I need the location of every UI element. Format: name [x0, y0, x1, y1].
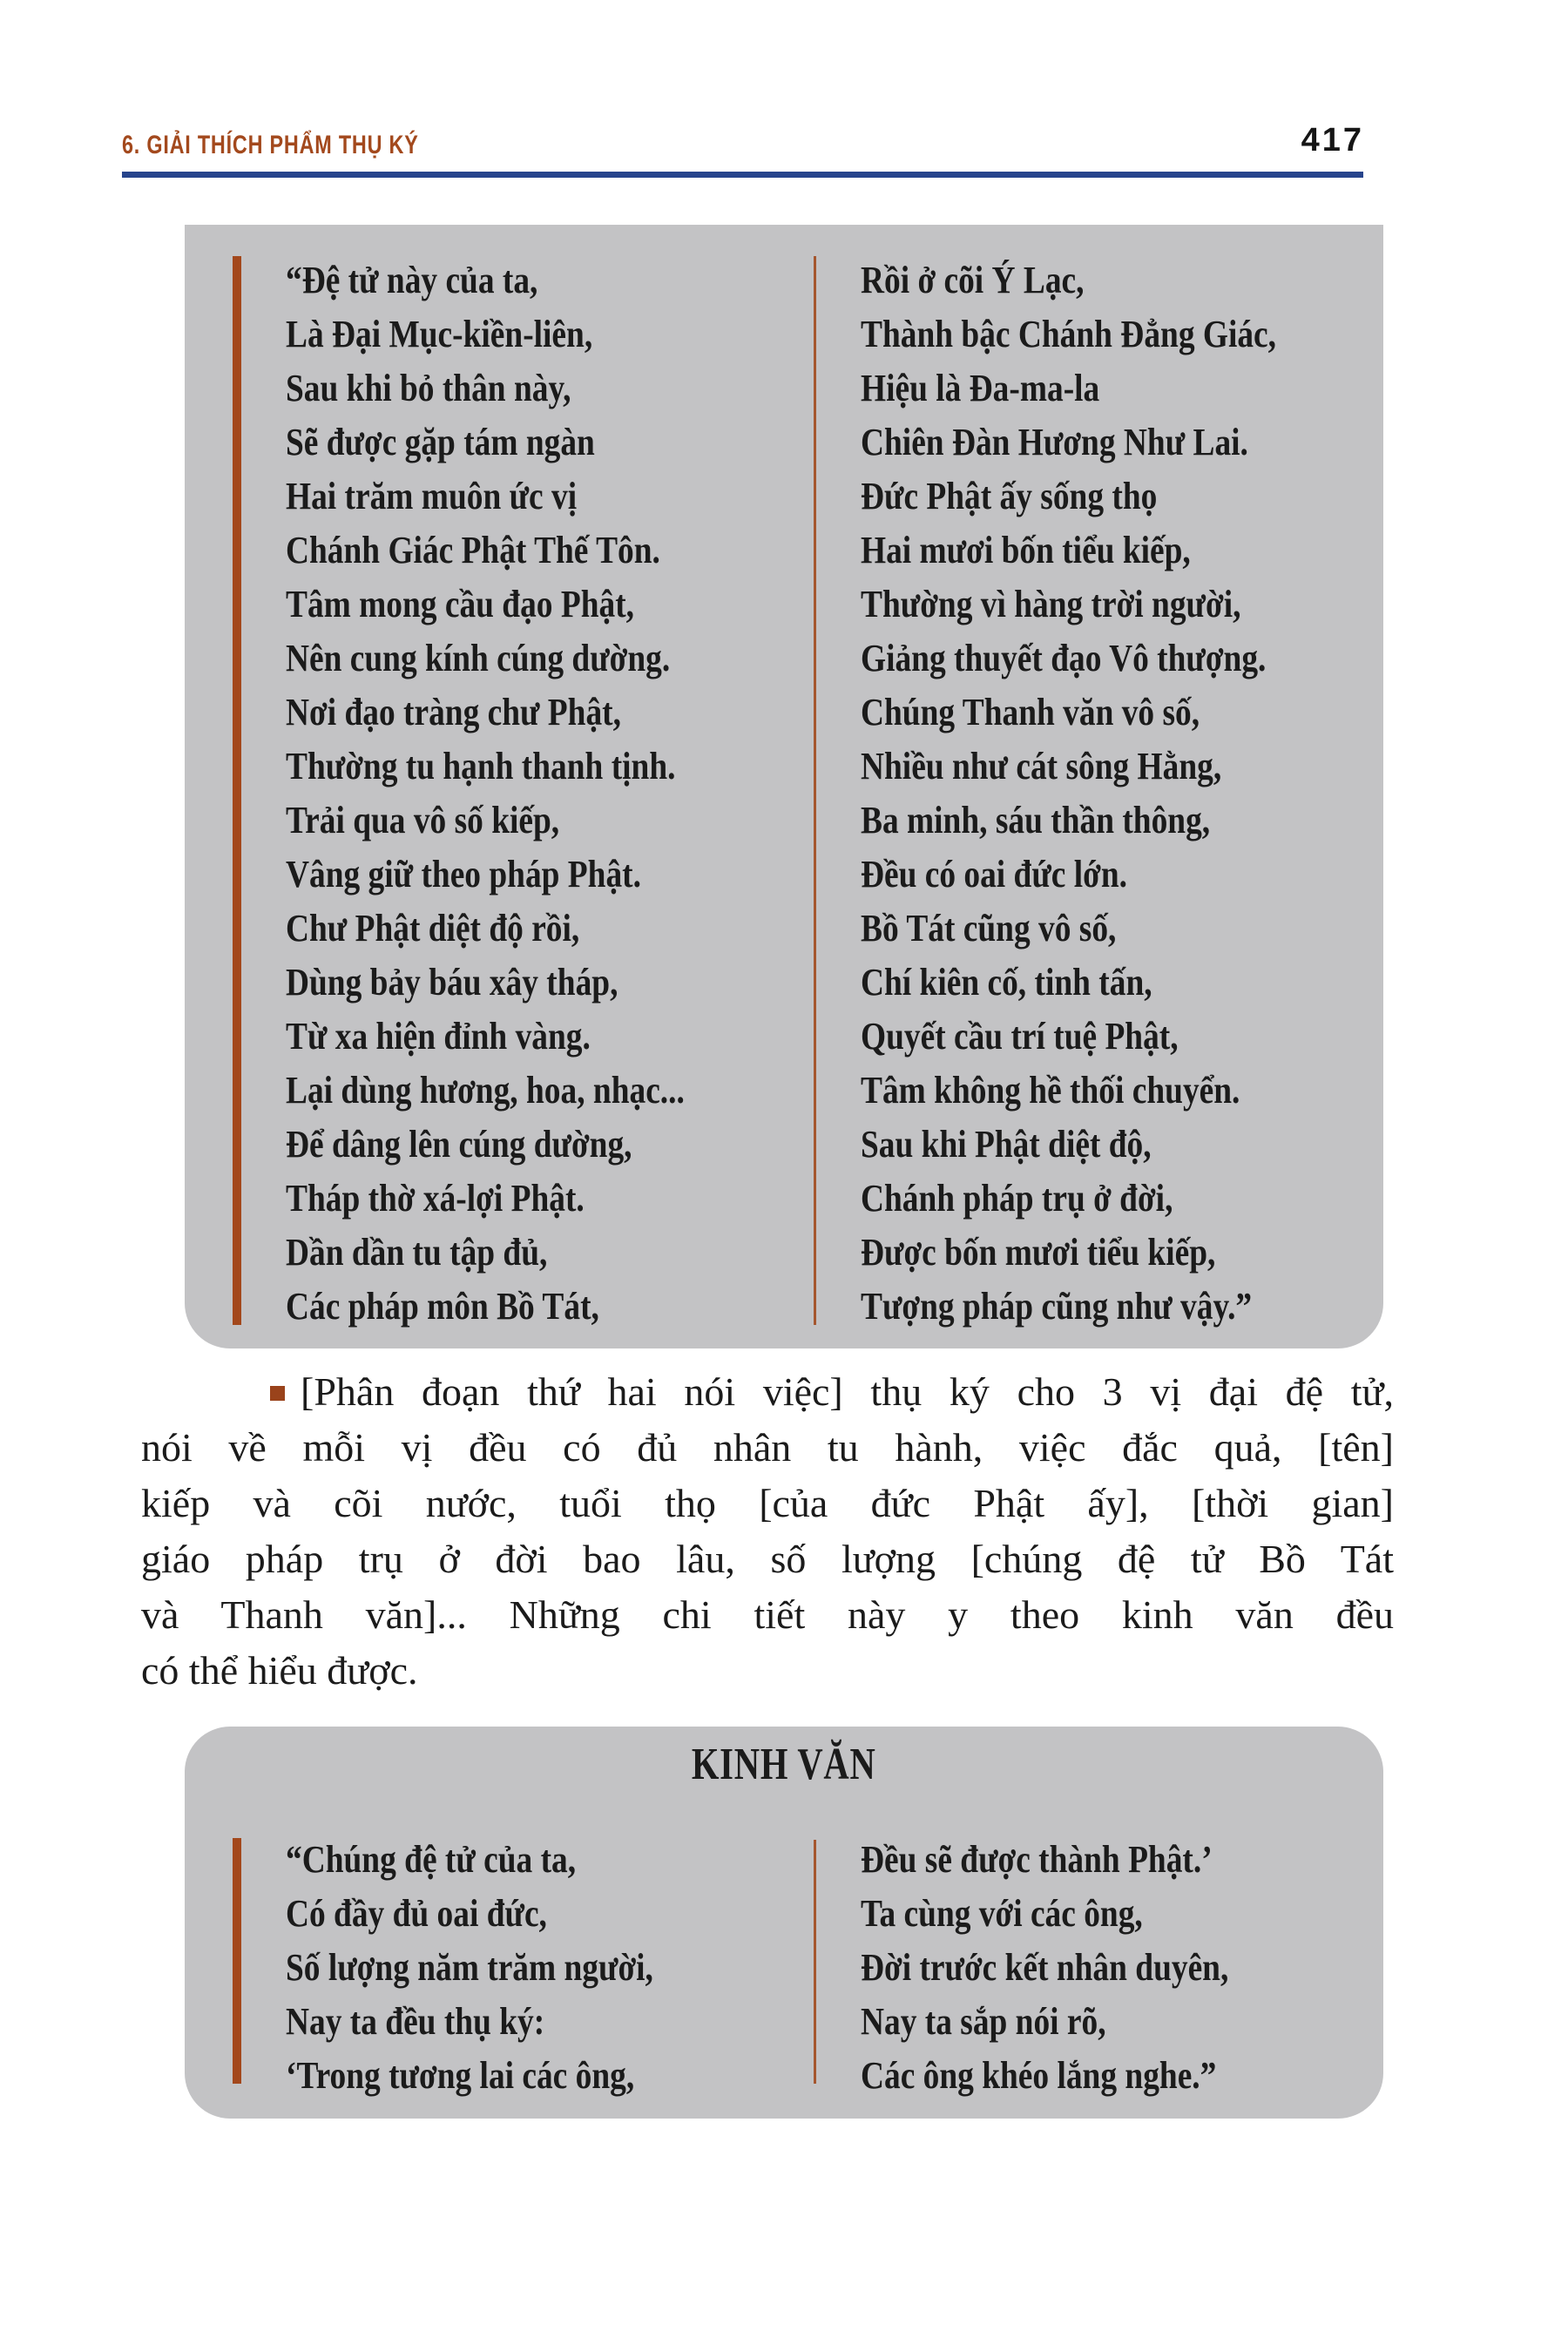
verse-line: Đức Phật ấy sống thọ	[861, 475, 1158, 517]
verse-line: Hai trăm muôn ức vị	[286, 475, 578, 517]
verse-line: Để dâng lên cúng dường,	[286, 1123, 632, 1166]
commentary-line	[141, 1476, 1394, 1531]
verse-line: Đều có oai đức lớn.	[861, 853, 1127, 896]
verse-line: Thành bậc Chánh Đẳng Giác,	[861, 313, 1276, 355]
verse-line: Thường tu hạnh thanh tịnh.	[286, 745, 676, 787]
kinh-van-heading: KINH VĂN	[692, 1740, 876, 1789]
header-rule	[122, 172, 1363, 178]
verse-line: Tháp thờ xá-lợi Phật.	[286, 1177, 585, 1220]
column-divider-line	[814, 256, 816, 1325]
commentary-text: nói về mỗi vị đều có đủ nhân tu hành, việc đắc quả, [tên]	[141, 1425, 1394, 1470]
verse-column-left	[286, 253, 755, 1334]
verse-line: Nên cung kính cúng dường.	[286, 637, 671, 679]
verse-line: ‘Trong tương lai các ông,	[286, 2054, 635, 2097]
verse-line: Lại dùng hương, hoa, nhạc...	[286, 1069, 685, 1112]
verse-line: Nơi đạo tràng chư Phật,	[286, 691, 621, 733]
commentary-line	[141, 1420, 1394, 1476]
kinh-van-box	[185, 1727, 1383, 2119]
verse-line: Quyết cầu trí tuệ Phật,	[861, 1015, 1179, 1058]
verse-line: Tượng pháp cũng như vậy.”	[861, 1285, 1253, 1328]
verse-line: Chúng Thanh văn vô số,	[861, 691, 1200, 733]
commentary-line	[141, 1587, 1394, 1643]
verse-line: Sau khi Phật diệt độ,	[861, 1123, 1152, 1166]
verse-line: Chư Phật diệt độ rồi,	[286, 907, 580, 950]
verse-line: Dần dần tu tập đủ,	[286, 1231, 548, 1274]
verse-line: Giảng thuyết đạo Vô thượng.	[861, 637, 1267, 679]
commentary-line	[141, 1364, 1394, 1420]
commentary-line	[141, 1643, 1394, 1699]
verse-line: Hiệu là Đa-ma-la	[861, 367, 1100, 409]
verse-line: Chiên Đàn Hương Như Lai.	[861, 421, 1248, 463]
verse-line: Nhiều như cát sông Hằng,	[861, 745, 1222, 787]
verse-line: Trải qua vô số kiếp,	[286, 799, 560, 841]
verse-line: Tâm mong cầu đạo Phật,	[286, 583, 635, 625]
verse-line: Có đầy đủ oai đức,	[286, 1892, 547, 1935]
verse-line: Được bốn mươi tiểu kiếp,	[861, 1231, 1216, 1274]
commentary-line	[141, 1531, 1394, 1587]
verse-line: Sẽ được gặp tám ngàn	[286, 421, 595, 463]
verse-column-right	[861, 253, 1349, 1334]
commentary-text: giáo pháp trụ ở đời bao lâu, số lượng [chúng đệ tử Bồ Tát	[141, 1537, 1394, 1581]
verse-line: Vâng giữ theo pháp Phật.	[286, 853, 641, 896]
page-number: 417	[1301, 122, 1364, 159]
verse-line: Nay ta sắp nói rõ,	[861, 2000, 1106, 2043]
verse-line: Đời trước kết nhân duyên,	[861, 1946, 1229, 1989]
verse-line: Số lượng năm trăm người,	[286, 1946, 653, 1989]
bullet-square-icon	[270, 1386, 285, 1401]
chapter-header: 6. GIẢI THÍCH PHẨM THỤ KÝ	[122, 131, 419, 159]
verse-line: Rồi ở cõi Ý Lạc,	[861, 259, 1085, 301]
commentary-paragraph	[141, 1364, 1394, 1699]
verse-line: Ta cùng với các ông,	[861, 1892, 1143, 1935]
verse-line: “Chúng đệ tử của ta,	[286, 1838, 577, 1881]
column-divider-line	[814, 1840, 816, 2084]
commentary-text: [Phân đoạn thứ hai nói việc] thụ ký cho 3 vị đại đệ tử,	[301, 1369, 1394, 1414]
verse-line: Nay ta đều thụ ký:	[286, 2000, 545, 2043]
verse-line: Từ xa hiện đỉnh vàng.	[286, 1015, 591, 1058]
commentary-text: kiếp và cõi nước, tuổi thọ [của đức Phật ấy], [thời gian]	[141, 1481, 1394, 1525]
verse-column-right	[861, 1833, 1294, 2103]
commentary-text: và Thanh văn]... Những chi tiết này y theo kinh văn đều	[141, 1592, 1394, 1637]
verse-box-1	[185, 225, 1383, 1348]
verse-line: Là Đại Mục-kiền-liên,	[286, 313, 593, 355]
verse-line: Chí kiên cố, tinh tấn,	[861, 961, 1152, 1004]
verse-line: Bồ Tát cũng vô số,	[861, 907, 1117, 950]
verse-accent-bar	[233, 1838, 241, 2084]
commentary-text: có thể hiểu được.	[141, 1648, 418, 1693]
verse-line: Chánh pháp trụ ở đời,	[861, 1177, 1173, 1220]
verse-line: Chánh Giác Phật Thế Tôn.	[286, 529, 660, 571]
verse-line: Đều sẽ được thành Phật.’	[861, 1838, 1213, 1881]
verse-line: Các ông khéo lắng nghe.”	[861, 2054, 1217, 2097]
verse-line: Các pháp môn Bồ Tát,	[286, 1285, 599, 1328]
verse-accent-bar	[233, 256, 241, 1325]
verse-column-left	[286, 1833, 718, 2103]
verse-line: Sau khi bỏ thân này,	[286, 367, 571, 409]
verse-line: Dùng bảy báu xây tháp,	[286, 961, 618, 1004]
verse-line: Thường vì hàng trời người,	[861, 583, 1241, 625]
verse-line: “Đệ tử này của ta,	[286, 259, 538, 301]
verse-line: Ba minh, sáu thần thông,	[861, 799, 1211, 841]
verse-line: Tâm không hề thối chuyển.	[861, 1069, 1240, 1112]
verse-line: Hai mươi bốn tiểu kiếp,	[861, 529, 1191, 571]
